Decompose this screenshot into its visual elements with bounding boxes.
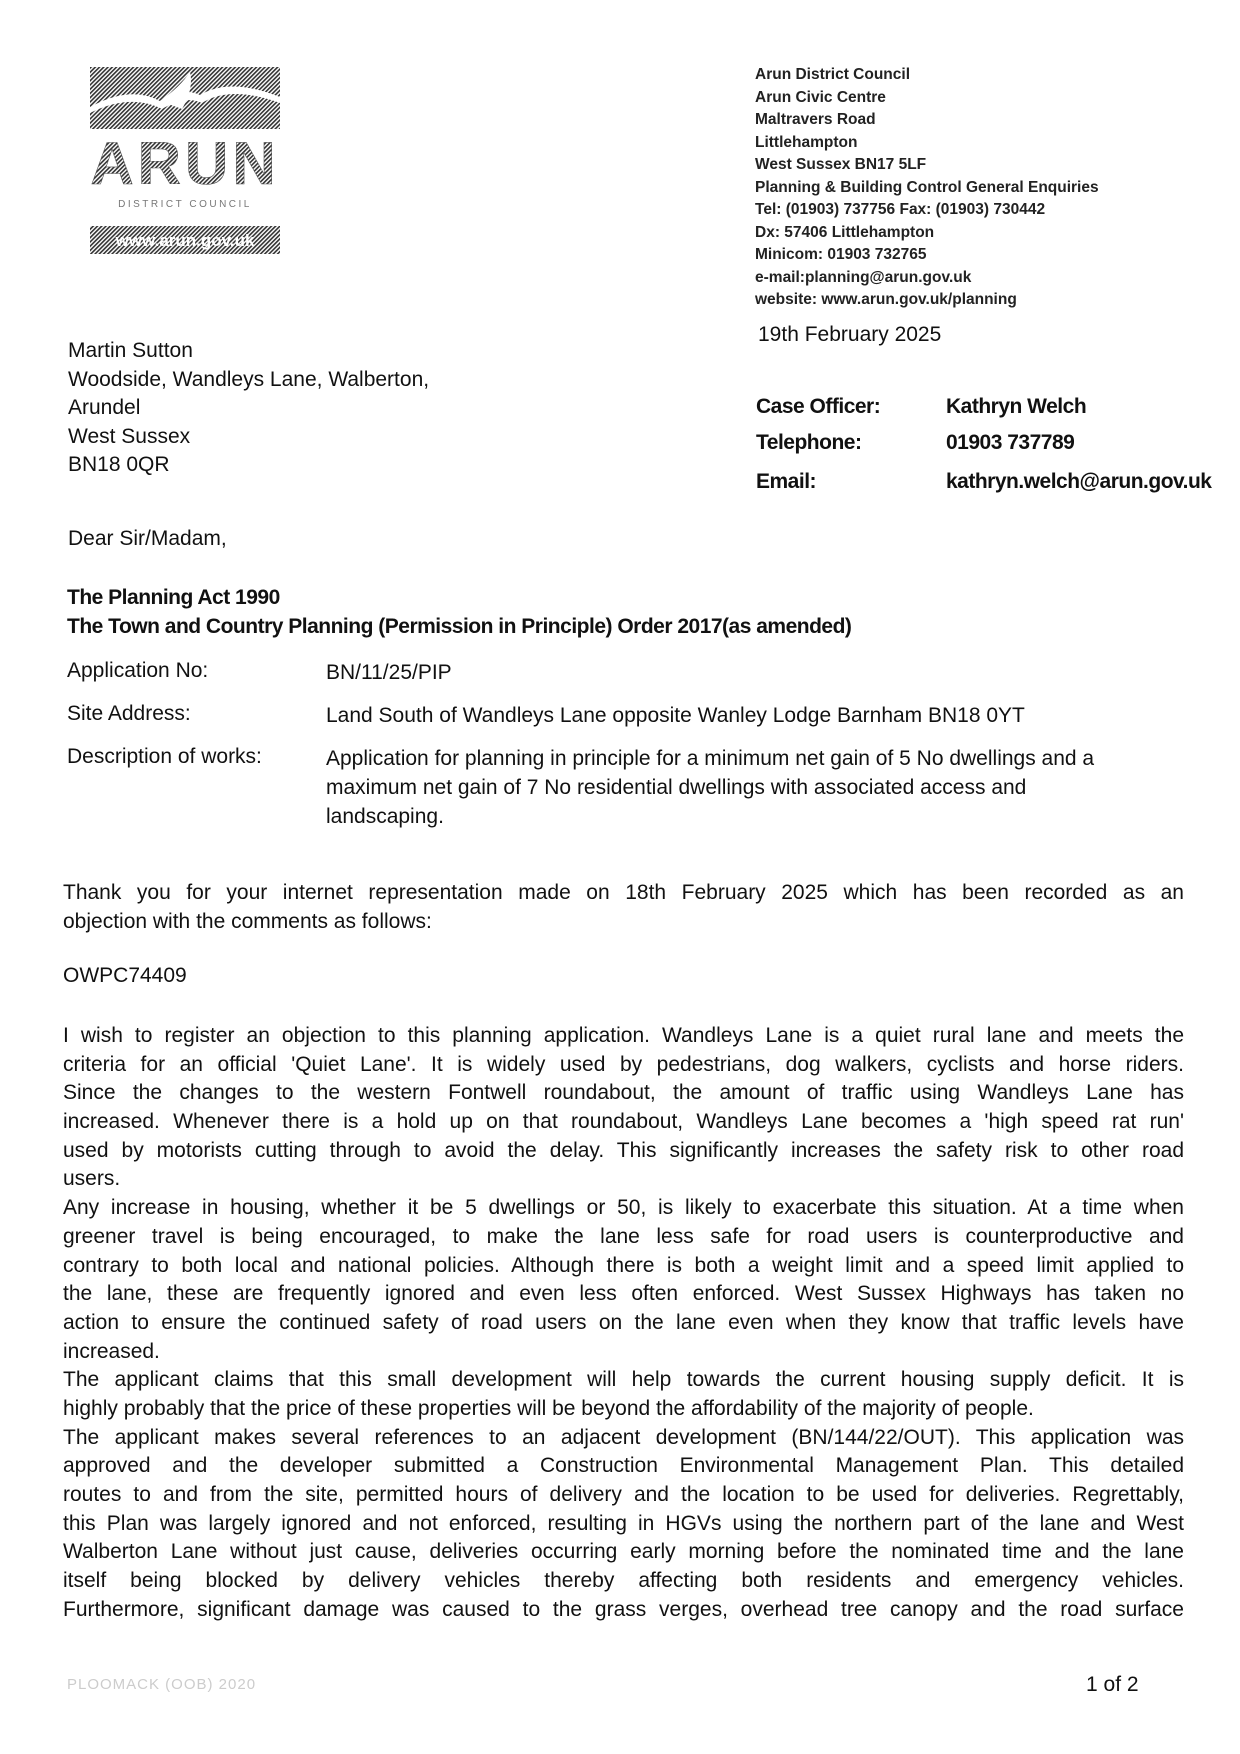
comment-line: Since the changes to the western Fontwell roundabout, the amount of traffic using Wandleys Lane has bbox=[63, 1081, 1184, 1105]
telephone-label: Telephone: bbox=[756, 431, 862, 454]
sender-address-line: Minicom: 01903 732765 bbox=[755, 246, 927, 263]
comment-line: Any increase in housing, whether it be 5 dwellings or 50, is likely to exacerbate this situation. At a time when bbox=[63, 1196, 1184, 1220]
application-label: Application No: bbox=[67, 659, 209, 682]
objection-comments bbox=[63, 1022, 1184, 1624]
page-number: 1 of 2 bbox=[1086, 1673, 1139, 1696]
case-officer bbox=[756, 395, 1087, 419]
sender-address-line: West Sussex BN17 5LF bbox=[755, 156, 927, 173]
sender-address-line: Arun Civic Centre bbox=[755, 88, 886, 106]
comment-line: The applicant claims that this small development will help towards the current housing supply deficit. It is bbox=[63, 1368, 1184, 1392]
telephone-value: 01903 737789 bbox=[946, 431, 1075, 454]
case-officer-name: Kathryn Welch bbox=[946, 395, 1087, 418]
email-value: kathryn.welch@arun.gov.uk bbox=[946, 470, 1212, 493]
case-officer-label: Case Officer: bbox=[756, 395, 881, 418]
form-reference: PLOOMACK (OOB) 2020 bbox=[67, 1676, 257, 1693]
comment-line: approved and the developer submitted a Construction Environmental Management Plan. This detailed bbox=[63, 1454, 1184, 1478]
description-line: landscaping. bbox=[326, 805, 444, 828]
svg-text:DISTRICT COUNCIL: DISTRICT COUNCIL bbox=[118, 199, 252, 210]
letter-date: 19th February 2025 bbox=[758, 323, 942, 346]
telephone bbox=[756, 431, 1075, 455]
description-of-works bbox=[326, 744, 1094, 831]
arun-district-council-logo bbox=[90, 67, 280, 257]
comment-line: action to ensure the continued safety of road users on the lane even when they know that traffic levels have bbox=[63, 1310, 1184, 1334]
comment-line: the lane, these are frequently ignored and even less often enforced. West Sussex Highways has taken no bbox=[63, 1282, 1184, 1306]
email bbox=[756, 470, 1212, 494]
comment-line: increased. Whenever there is a hold up on that roundabout, Wandleys Lane becomes a 'high speed rat run' bbox=[63, 1110, 1184, 1134]
comment-line: greener travel is being encouraged, to make the lane less safe for road users is counterproductive and bbox=[63, 1224, 1184, 1248]
comment-line: increased. bbox=[63, 1339, 160, 1363]
comment-line: used by motorists cutting through to avoid the delay. This significantly increases the safety risk to other road bbox=[63, 1138, 1184, 1162]
recipient-address-line: Arundel bbox=[68, 396, 141, 420]
sender-address-line: Dx: 57406 Littlehampton bbox=[755, 223, 935, 241]
comment-line: I wish to register an objection to this planning application. Wandleys Lane is a quiet rural lane and meets the bbox=[63, 1024, 1184, 1047]
comment-line: The applicant makes several references to an adjacent development (BN/144/22/OUT). This application was bbox=[63, 1425, 1184, 1449]
recipient-address-line: West Sussex bbox=[68, 424, 191, 448]
site-address-label: Site Address: bbox=[67, 702, 191, 725]
comment-line: contrary to both local and national policies. Although there is both a weight limit and a speed limit applied to bbox=[63, 1253, 1184, 1277]
sender-address-line: Maltravers Road bbox=[755, 111, 876, 128]
sender-address-line: e-mail:planning@arun.gov.uk bbox=[755, 268, 972, 286]
comment-line: this Plan was largely ignored and not enforced, resulting in HGVs using the northern part of the lane and West bbox=[63, 1511, 1184, 1535]
sender-address-line: Tel: (01903) 737756 Fax: (01903) 730442 bbox=[755, 201, 1046, 218]
svg-text:ARUN: ARUN bbox=[90, 130, 280, 197]
salutation: Dear Sir/Madam, bbox=[68, 527, 227, 550]
representation-reference: OWPC74409 bbox=[63, 964, 187, 987]
application-number: BN/11/25/PIP bbox=[326, 661, 452, 684]
intro-line: objection with the comments as follows: bbox=[63, 909, 432, 933]
description-label: Description of works: bbox=[67, 745, 262, 768]
description-line: maximum net gain of 7 No residential dwellings with associated access and bbox=[326, 776, 1027, 799]
email-label: Email: bbox=[756, 470, 817, 493]
comment-line: Furthermore, significant damage was caused to the grass verges, overhead tree canopy and the road surface bbox=[63, 1597, 1184, 1621]
sender-address-line: Arun District Council bbox=[755, 66, 911, 83]
comment-line: highly probably that the price of these properties will be beyond the affordability of the majority of people. bbox=[63, 1396, 1034, 1420]
site-address: Land South of Wandleys Lane opposite Wanley Lodge Barnham BN18 0YT bbox=[326, 704, 1025, 727]
recipient-address-line: Martin Sutton bbox=[68, 339, 193, 362]
comment-line: Walberton Lane without just cause, deliveries occurring early morning before the nominated time and the lane bbox=[63, 1540, 1184, 1564]
sender-address-line: Littlehampton bbox=[755, 133, 858, 151]
intro-line: Thank you for your internet representation made on 18th February 2025 which has been recorded as an bbox=[63, 881, 1184, 904]
comment-line: criteria for an official 'Quiet Lane'. It is widely used by pedestrians, dog walkers, cyclists and horse riders. bbox=[63, 1052, 1184, 1076]
intro-paragraph bbox=[63, 879, 1184, 936]
comment-line: users. bbox=[63, 1167, 121, 1191]
recipient-address bbox=[68, 337, 429, 480]
sender-address-line: website: www.arun.gov.uk/planning bbox=[755, 291, 1017, 308]
svg-text:www.arun.gov.uk: www.arun.gov.uk bbox=[115, 231, 255, 250]
recipient-address-line: Woodside, Wandleys Lane, Walberton, bbox=[68, 367, 430, 391]
comment-line: routes to and from the site, permitted hours of delivery and the location to be used for deliveries. Regrettably, bbox=[63, 1483, 1184, 1506]
heading-order: The Town and Country Planning (Permission in Principle) Order 2017(as amended) bbox=[67, 615, 852, 638]
sender-address-line: Planning & Building Control General Enquiries bbox=[755, 178, 1099, 196]
sender-address bbox=[755, 64, 1099, 312]
recipient-address-line: BN18 0QR bbox=[68, 453, 170, 477]
heading-act: The Planning Act 1990 bbox=[67, 586, 280, 609]
description-line: Application for planning in principle for a minimum net gain of 5 No dwellings and a bbox=[326, 747, 1095, 770]
comment-line: itself being blocked by delivery vehicles thereby affecting both residents and emergency vehicles. bbox=[63, 1569, 1184, 1593]
